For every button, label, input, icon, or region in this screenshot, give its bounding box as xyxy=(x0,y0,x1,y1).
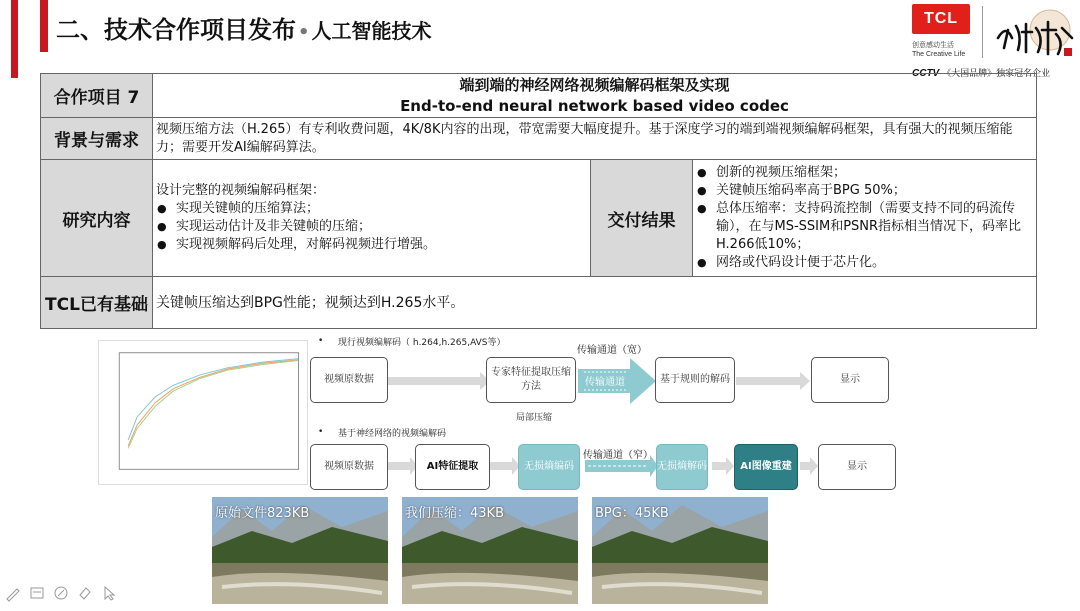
rate-distortion-chart xyxy=(98,340,308,485)
photo-ours xyxy=(402,497,578,604)
background-text: 视频压缩方法（H.265）有专利收费问题，4K/8K内容的出现，带宽需要大幅度提升。基于深度学习的端到端视频编解码框架，具有强大的视频压缩能力；需要开发AI编解码算法。 xyxy=(153,118,1037,160)
bottom-box-ai-reconstruct: AI图像重建 xyxy=(734,444,798,490)
photo-original xyxy=(212,497,388,604)
bullet-bottom: • xyxy=(318,427,324,437)
title-main: 二、技术合作项目发布 xyxy=(56,16,296,44)
bottom-box-entropy-decode: 无损熵解码 xyxy=(656,444,708,490)
channel-narrow-label: 传输通道（窄） xyxy=(583,450,653,461)
channel-wide-inner: 传输通道 xyxy=(585,377,625,388)
local-compress-label: 局部压缩 xyxy=(516,413,553,423)
tcl-logo: TCL xyxy=(912,4,970,34)
channel-wide-label: 传输通道（宽） xyxy=(577,345,647,356)
cctv-logo-text: CCTV xyxy=(912,68,940,79)
label-research: 研究内容 xyxy=(41,160,153,277)
tcl-tagline-cn: 创意感动生活 xyxy=(912,41,954,49)
label-foundation: TCL已有基础 xyxy=(41,277,153,329)
photo-caption: BPG：45KB xyxy=(595,506,669,521)
bottom-box-display: 显示 xyxy=(818,444,896,490)
diagram-caption-top: 现行视频编解码（ h.264,h.265,AVS等） xyxy=(338,338,506,348)
list-item: ● 总体压缩率：支持码流控制（需要支持不同的码流传输），在与MS-SSIM和PSNR指标相当情况下，码率比H.266低10%； xyxy=(696,200,1033,254)
pointer-icon[interactable] xyxy=(100,584,118,602)
logo-divider xyxy=(982,6,983,58)
bottom-box-ai-feature: AI特征提取 xyxy=(415,444,490,490)
title-dot: • xyxy=(298,22,310,43)
deliverables-list xyxy=(696,164,1033,272)
highlighter-icon[interactable] xyxy=(52,584,70,602)
project-title-en: End-to-end neural network based video codec xyxy=(400,96,789,115)
top-box-expert-compress: 专家特征提取压缩方法 xyxy=(486,357,576,403)
photo-caption: 我们压缩：43KB xyxy=(405,506,504,521)
tcl-tagline-en: The Creative Life xyxy=(912,51,966,58)
research-intro: 设计完整的视频编解码框架： xyxy=(156,183,326,198)
plot-frame xyxy=(119,353,298,469)
brand-calligraphy-logo xyxy=(992,8,1076,64)
table-row-research xyxy=(41,160,1037,277)
research-cell xyxy=(153,160,591,277)
list-item: ● 创新的视频压缩框架； xyxy=(696,164,1033,182)
list-item: ● 实现视频解码后处理，对解码视频进行增强。 xyxy=(156,236,587,254)
top-box-rule-decode: 基于规则的解码 xyxy=(655,357,735,403)
bullet-top: • xyxy=(318,336,324,346)
presenter-toolbar xyxy=(4,584,118,602)
table-row-foundation xyxy=(41,277,1037,329)
title-sub: 人工智能技术 xyxy=(311,19,432,43)
list-item: ● 关键帧压缩码率高于BPG 50%； xyxy=(696,182,1033,200)
research-list xyxy=(156,200,587,254)
foundation-text: 关键帧压缩达到BPG性能；视频达到H.265水平。 xyxy=(153,277,1037,329)
bottom-box-entropy-encode: 无损熵编码 xyxy=(518,444,580,490)
cctv-sponsor-text: 《大国品牌》独家冠名企业 xyxy=(942,69,1051,79)
project-title-cn: 端到端的神经网络视频编解码框架及实现 xyxy=(459,75,730,94)
top-box-raw-video: 视频原数据 xyxy=(310,357,388,403)
eraser-icon[interactable] xyxy=(76,584,94,602)
series-line-0 xyxy=(128,359,299,440)
label-project: 合作项目 7 xyxy=(41,74,153,118)
slide-title xyxy=(56,10,432,45)
slides-icon[interactable] xyxy=(28,584,46,602)
bottom-box-raw-video: 视频原数据 xyxy=(310,444,388,490)
pen-icon[interactable] xyxy=(4,584,22,602)
table-row-project xyxy=(41,74,1037,118)
top-box-display: 显示 xyxy=(811,357,889,403)
project-title-cell xyxy=(153,74,1037,118)
diagram-caption-bottom: 基于神经网络的视频编解码 xyxy=(338,429,447,439)
list-item: ● 网络或代码设计便于芯片化。 xyxy=(696,254,1033,272)
deliverables-cell xyxy=(693,160,1037,277)
project-table xyxy=(40,73,1037,329)
table-row-background xyxy=(41,118,1037,160)
list-item: ● 实现运动估计及非关键帧的压缩； xyxy=(156,218,587,236)
label-deliverables: 交付结果 xyxy=(591,160,693,277)
list-item: ● 实现关键帧的压缩算法； xyxy=(156,200,587,218)
series-line-1 xyxy=(128,360,299,446)
photo-bpg xyxy=(592,497,768,604)
accent-bar-secondary xyxy=(40,0,48,52)
photo-caption: 原始文件823KB xyxy=(215,506,310,521)
label-background: 背景与需求 xyxy=(41,118,153,160)
accent-bar xyxy=(11,0,18,78)
